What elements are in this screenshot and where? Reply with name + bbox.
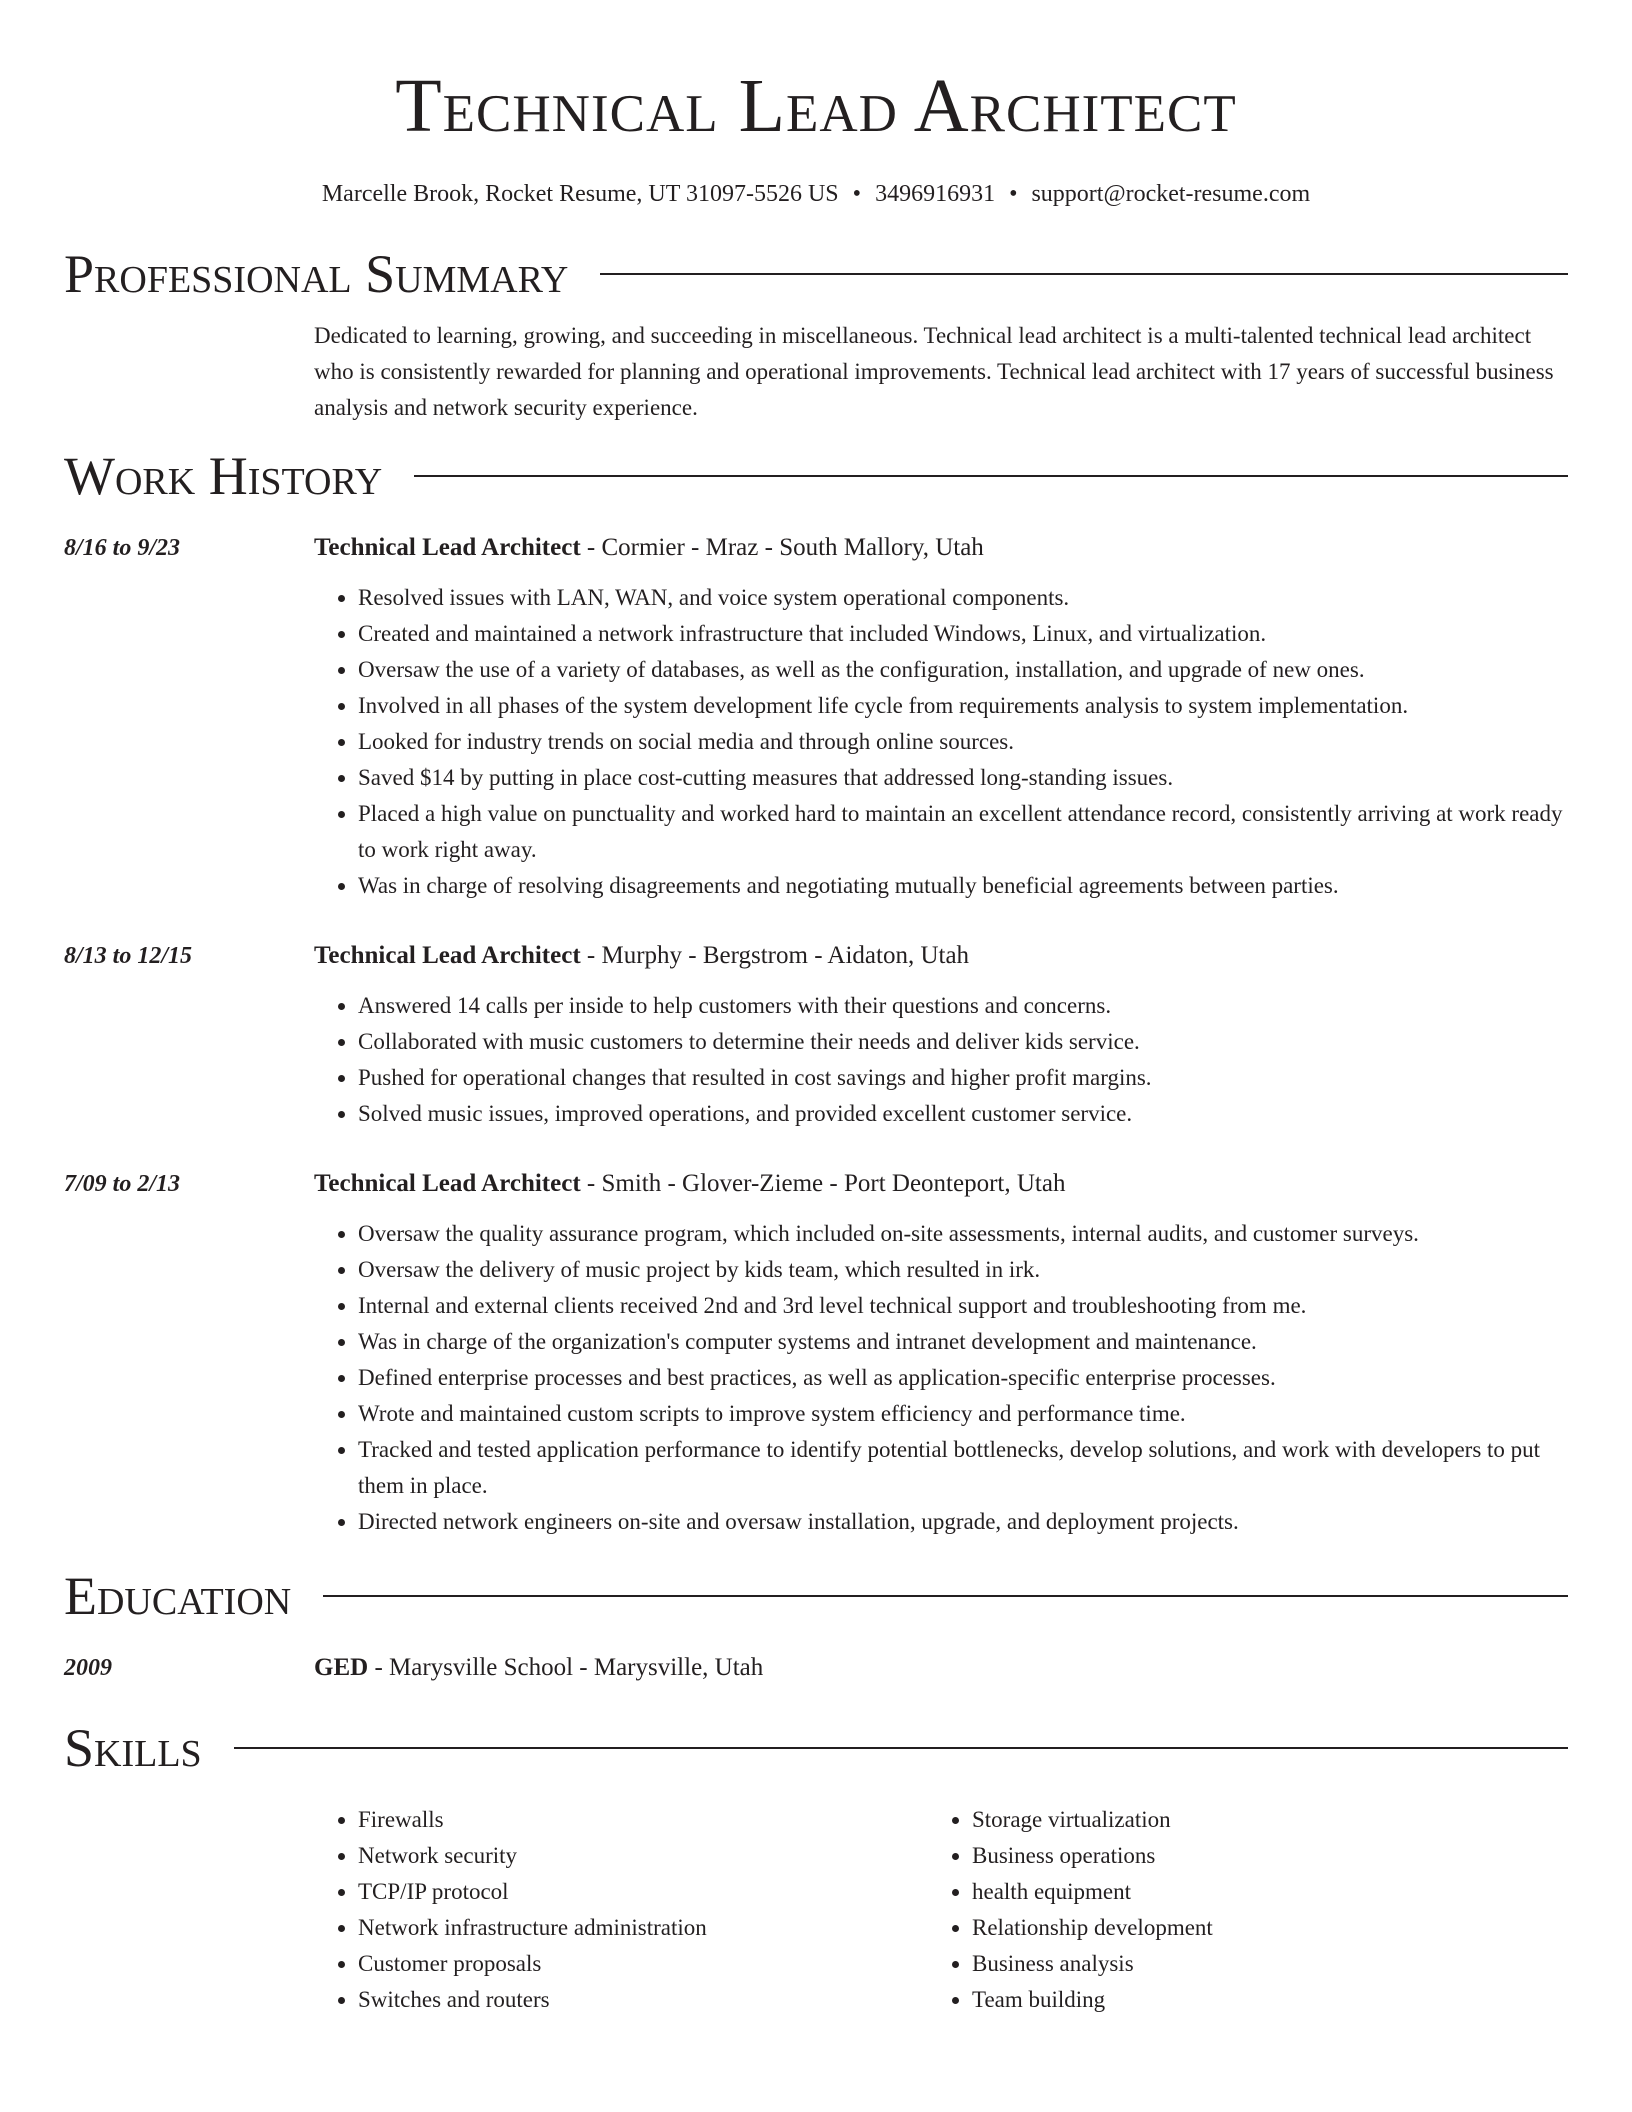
skill-item: • Customer proposals [358, 1946, 928, 1982]
skill-item: • health equipment [972, 1874, 1213, 1910]
job-duty-item: • Pushed for operational changes that resulted in cost savings and higher profit margins. [358, 1060, 1568, 1096]
skills-columns [314, 1802, 1568, 2018]
summary-section-title: Professional Summary [64, 244, 569, 304]
education-entry [64, 1650, 1568, 1686]
resume-name-title: Technical Lead Architect [395, 64, 1237, 148]
job-duty-item: • Solved music issues, improved operations, and provided excellent customer service. [358, 1096, 1568, 1132]
contact-address: Marcelle Brook, Rocket Resume, UT 31097-5526 US [321, 181, 839, 207]
education-date: 2009 [64, 1655, 112, 1681]
skill-item: • Switches and routers [358, 1982, 928, 2018]
job-duties-list [314, 988, 1568, 1132]
job-duty-item: • Internal and external clients received 2nd and 3rd level technical support and troubleshooting from me. [358, 1288, 1568, 1324]
job-duty-item: • Answered 14 calls per inside to help customers with their questions and concerns. [358, 988, 1568, 1024]
education-details: - Marysville School - Marysville, Utah [368, 1654, 764, 1681]
contact-line [64, 178, 1568, 210]
job-heading [314, 1166, 1568, 1202]
job-date: 7/09 to 2/13 [64, 1171, 181, 1197]
job-body [314, 938, 1568, 1132]
job-duty-item: • Resolved issues with LAN, WAN, and voice system operational components. [358, 580, 1568, 616]
job-heading [314, 530, 1568, 566]
section-divider [234, 1747, 1568, 1749]
skill-item: • Relationship development [972, 1910, 1213, 1946]
job-body [314, 530, 1568, 904]
summary-text: Dedicated to learning, growing, and succeeding in miscellaneous. Technical lead architect is a multi-talented technical lead architect who is consistently rewarded for planning and operational improvements. Technical lead architect with 17 years of successful business analysis and network security experience. [314, 323, 1554, 420]
work-history-list [64, 530, 1568, 1540]
job-employer-location: - Murphy - Bergstrom - Aidaton, Utah [580, 942, 970, 969]
job-duty-item: • Defined enterprise processes and best practices, as well as application-specific enterprise processes. [358, 1360, 1568, 1396]
work-section-header [64, 444, 1568, 508]
education-section-title: Education [64, 1566, 292, 1626]
job-duties-list [314, 580, 1568, 904]
job-duty-item: • Placed a high value on punctuality and worked hard to maintain an excellent attendance record, consistently arriving at work ready to work right away. [358, 796, 1568, 868]
skills-list-right [928, 1802, 1213, 2018]
job-date: 8/13 to 12/15 [64, 943, 193, 969]
skill-item: • TCP/IP protocol [358, 1874, 928, 1910]
contact-separator: • [852, 181, 862, 207]
section-divider [323, 1595, 1568, 1597]
skill-item: • Storage virtualization [972, 1802, 1213, 1838]
education-line [314, 1650, 763, 1686]
education-degree: GED [314, 1654, 369, 1681]
job-duties-list [314, 1216, 1568, 1540]
job-duty-item: • Created and maintained a network infrastructure that included Windows, Linux, and virtualization. [358, 616, 1568, 652]
job-duty-item: • Was in charge of the organization's computer systems and intranet development and maintenance. [358, 1324, 1568, 1360]
job-duty-item: • Oversaw the delivery of music project by kids team, which resulted in irk. [358, 1252, 1568, 1288]
job-duty-item: • Oversaw the quality assurance program, which included on-site assessments, internal audits, and customer surveys. [358, 1216, 1568, 1252]
skills-section-title: Skills [64, 1718, 202, 1778]
job-title: Technical Lead Architect [314, 942, 581, 969]
job-employer-location: - Smith - Glover-Zieme - Port Deonteport, Utah [580, 1170, 1066, 1197]
skill-item: • Business analysis [972, 1946, 1213, 1982]
skills-list-left [314, 1802, 928, 2018]
job-duty-item: • Saved $14 by putting in place cost-cutting measures that addressed long-standing issues. [358, 760, 1568, 796]
skill-item: • Team building [972, 1982, 1213, 2018]
job-duty-item: • Tracked and tested application performance to identify potential bottlenecks, develop solutions, and work with developers to put them in place. [358, 1432, 1568, 1504]
job-body [314, 1166, 1568, 1540]
summary-section-header [64, 242, 1568, 306]
job-duty-item: • Directed network engineers on-site and oversaw installation, upgrade, and deployment projects. [358, 1504, 1568, 1540]
skill-item: • Firewalls [358, 1802, 928, 1838]
job-entry [64, 1166, 1568, 1540]
skills-section-header [64, 1716, 1568, 1780]
section-divider [600, 273, 1568, 275]
job-employer-location: - Cormier - Mraz - South Mallory, Utah [580, 534, 984, 561]
job-heading [314, 938, 1568, 974]
skill-item: • Business operations [972, 1838, 1213, 1874]
job-title: Technical Lead Architect [314, 534, 581, 561]
job-title: Technical Lead Architect [314, 1170, 581, 1197]
skill-item: • Network infrastructure administration [358, 1910, 928, 1946]
job-duty-item: • Was in charge of resolving disagreements and negotiating mutually beneficial agreements between parties. [358, 868, 1568, 904]
contact-phone: 3496916931 [875, 181, 996, 207]
job-duty-item: • Wrote and maintained custom scripts to improve system efficiency and performance time. [358, 1396, 1568, 1432]
contact-email: support@rocket-resume.com [1031, 181, 1311, 207]
job-entry [64, 938, 1568, 1132]
job-entry [64, 530, 1568, 904]
section-divider [414, 475, 1568, 477]
work-section-title: Work History [64, 446, 383, 506]
job-duty-item: • Looked for industry trends on social media and through online sources. [358, 724, 1568, 760]
contact-separator: • [1009, 181, 1018, 207]
job-date: 8/16 to 9/23 [64, 535, 181, 561]
job-duty-item: • Collaborated with music customers to determine their needs and deliver kids service. [358, 1024, 1568, 1060]
skill-item: • Network security [358, 1838, 928, 1874]
job-duty-item: • Oversaw the use of a variety of databases, as well as the configuration, installation, and upgrade of new ones. [358, 652, 1568, 688]
job-duty-item: • Involved in all phases of the system development life cycle from requirements analysis to system implementation. [358, 688, 1568, 724]
education-section-header [64, 1564, 1568, 1628]
